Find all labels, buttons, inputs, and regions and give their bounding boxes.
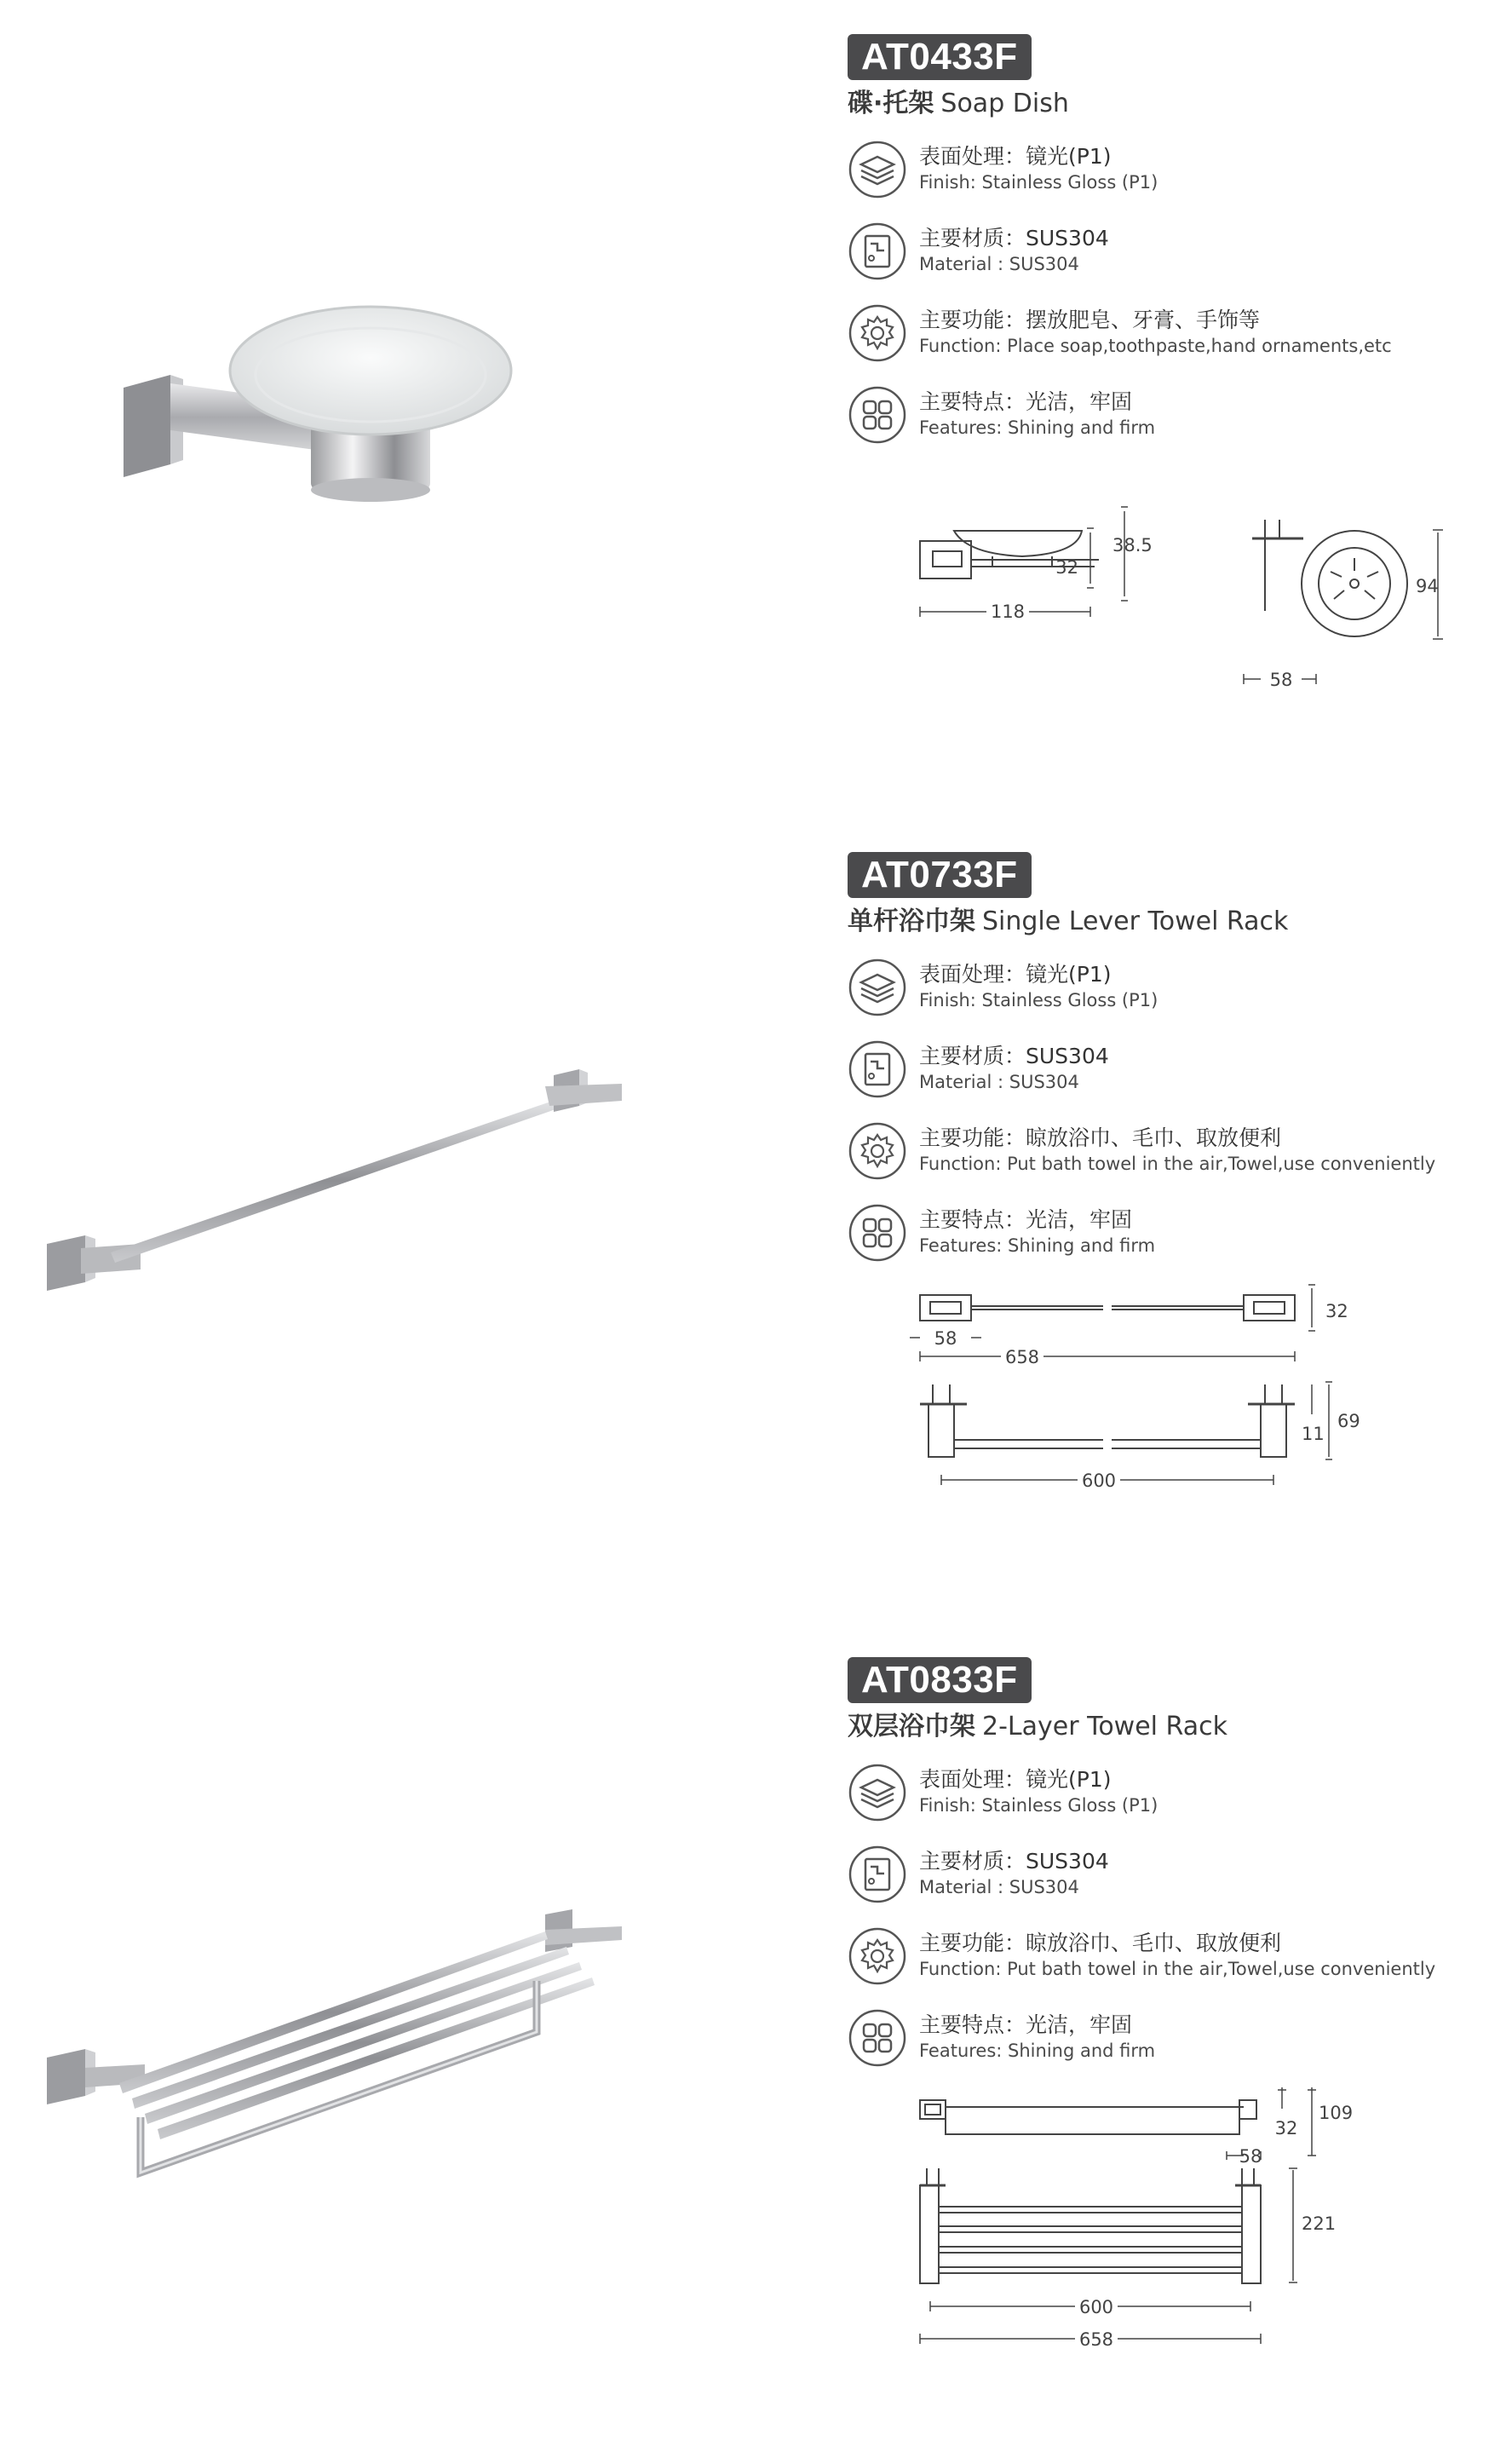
material-sheet-icon [848, 1845, 907, 1904]
spec-label-cn: 主要材质：SUS304 [919, 226, 1109, 250]
spec-label-en: Features: Shining and firm [919, 417, 1156, 438]
product-name-cn: 单杆浴巾架 [848, 907, 975, 936]
dimension-drawing-single-lever-towel-rack [886, 1278, 1414, 1534]
dimension-label: 94 [1416, 576, 1439, 596]
spec-label-cn: 主要特点：光洁，牢固 [919, 389, 1133, 414]
spec-label-en: Features: Shining and firm [919, 1235, 1156, 1256]
spec-function [848, 303, 1495, 366]
grid-squares-icon [848, 385, 907, 445]
spec-label-cn: 主要材质：SUS304 [919, 1044, 1109, 1068]
dimension-label: 11 [1302, 1424, 1325, 1444]
product-info [848, 34, 1495, 448]
spec-material [848, 1845, 1495, 1908]
product-2-layer-towel-rack [0, 1657, 1512, 2458]
layers-icon [848, 140, 907, 199]
gear-icon [848, 1121, 907, 1181]
material-sheet-icon [848, 1039, 907, 1099]
soap-dish-illustration [34, 204, 630, 596]
product-photo-2-layer-towel-rack [34, 1828, 630, 2219]
dimension-label: 658 [1004, 1347, 1040, 1367]
product-name-cn: 碟·托架 [848, 89, 934, 118]
dimension-label: 32 [1274, 2118, 1298, 2139]
spec-features [848, 2008, 1495, 2071]
product-name [848, 905, 1495, 939]
spec-label-en: Function: Put bath towel in the air,Towel,use conveniently [919, 1959, 1436, 1979]
spec-label-en: Finish: Stainless Gloss (P1) [919, 1795, 1158, 1816]
dimension-label: 118 [990, 602, 1026, 622]
spec-label-en: Finish: Stainless Gloss (P1) [919, 990, 1158, 1010]
spec-label-en: Material : SUS304 [919, 1877, 1079, 1897]
product-info [848, 1657, 1495, 2071]
product-info [848, 852, 1495, 1266]
material-sheet-icon [848, 222, 907, 281]
spec-label-cn: 主要功能：摆放肥皂、牙膏、手饰等 [919, 308, 1261, 332]
spec-finish [848, 1763, 1495, 1826]
spec-function [848, 1121, 1495, 1184]
product-code-badge: AT0833F [848, 1657, 1032, 1703]
dimension-label: 600 [1078, 2297, 1114, 2317]
dimension-drawing-soap-dish [886, 481, 1439, 711]
spec-finish [848, 140, 1495, 203]
dimension-label: 658 [1078, 2329, 1114, 2350]
spec-material [848, 1039, 1495, 1102]
product-photo-single-lever-towel-rack [34, 1022, 630, 1414]
product-name-cn: 双层浴巾架 [848, 1712, 975, 1741]
spec-label-en: Features: Shining and firm [919, 2041, 1156, 2061]
single-towel-rack-illustration [34, 1022, 630, 1414]
spec-label-cn: 主要功能：晾放浴巾、毛巾、取放便利 [919, 1931, 1282, 1955]
spec-features [848, 1203, 1495, 1266]
gear-icon [848, 1926, 907, 1986]
layers-icon [848, 958, 907, 1017]
spec-label-cn: 表面处理：镜光(P1) [919, 962, 1112, 987]
product-name [848, 87, 1495, 121]
gear-icon [848, 303, 907, 363]
double-towel-rack-illustration [34, 1828, 630, 2219]
spec-label-en: Function: Place soap,toothpaste,hand ornaments,etc [919, 336, 1392, 356]
grid-squares-icon [848, 2008, 907, 2068]
spec-label-cn: 主要材质：SUS304 [919, 1849, 1109, 1874]
spec-material [848, 222, 1495, 285]
dimension-label: 58 [1269, 670, 1293, 690]
spec-label-en: Material : SUS304 [919, 254, 1079, 274]
spec-label-en: Function: Put bath towel in the air,Towel,use conveniently [919, 1154, 1436, 1174]
spec-label-en: Material : SUS304 [919, 1072, 1079, 1092]
dimension-label: 221 [1302, 2213, 1337, 2234]
spec-finish [848, 958, 1495, 1021]
dimension-label: 32 [1325, 1301, 1348, 1321]
dimension-label: 38.5 [1112, 535, 1153, 555]
spec-label-cn: 表面处理：镜光(P1) [919, 144, 1112, 169]
dimension-label: 69 [1337, 1411, 1360, 1431]
spec-label-cn: 主要功能：晾放浴巾、毛巾、取放便利 [919, 1125, 1282, 1150]
layers-icon [848, 1763, 907, 1822]
dimension-label: 32 [1055, 557, 1078, 578]
dimension-label: 58 [934, 1328, 957, 1349]
dimension-label: 600 [1081, 1471, 1117, 1491]
spec-function [848, 1926, 1495, 1989]
spec-label-cn: 表面处理：镜光(P1) [919, 1767, 1112, 1792]
product-name-en: Soap Dish [940, 89, 1069, 118]
grid-squares-icon [848, 1203, 907, 1263]
spec-label-cn: 主要特点：光洁，牢固 [919, 2012, 1133, 2037]
dimension-label: 109 [1319, 2103, 1354, 2123]
product-photo-soap-dish [34, 204, 630, 596]
spec-features [848, 385, 1495, 448]
product-single-lever-towel-rack [0, 852, 1512, 1653]
product-soap-dish [0, 34, 1512, 835]
product-code-badge: AT0733F [848, 852, 1032, 898]
dimension-label: 58 [1239, 2146, 1262, 2167]
product-code-badge: AT0433F [848, 34, 1032, 80]
product-name [848, 1710, 1495, 1744]
product-name-en: Single Lever Towel Rack [982, 907, 1289, 936]
spec-label-en: Finish: Stainless Gloss (P1) [919, 172, 1158, 193]
spec-label-cn: 主要特点：光洁，牢固 [919, 1207, 1133, 1232]
dimension-drawing-2-layer-towel-rack [886, 2083, 1414, 2403]
product-name-en: 2-Layer Towel Rack [982, 1712, 1227, 1741]
